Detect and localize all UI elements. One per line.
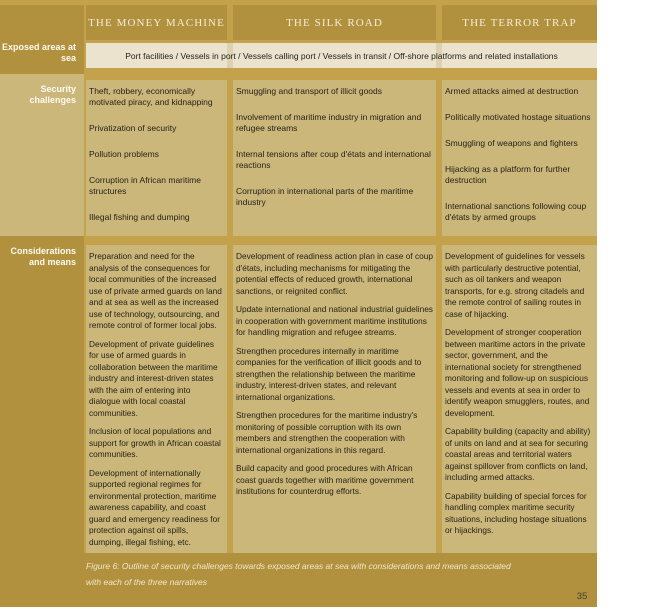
considerations-cell-terror-trap	[442, 245, 597, 553]
security-item: Pollution problems	[89, 149, 159, 159]
security-item: Hijacking as a platform for further destruction	[445, 164, 571, 185]
consideration-item: Strengthen procedures internally in maritime companies for the verification of illicit goods and to strengthen the relationship between the maritime industry, interest-driven states, and relevant international organizations.	[236, 345, 422, 402]
consideration-item: Development of private guidelines for use of armed guards in collaboration between the maritime industry and interest-driven states with the aim of entering into dialogue with local coastal communities.	[89, 338, 218, 418]
exposed-areas-value: Port facilities / Vessels in port / Vessels calling port / Vessels in transit / Off-shore platforms and related installations	[125, 51, 558, 61]
security-item: Theft, robbery, economically motivated piracy, and kidnapping	[89, 86, 213, 107]
consideration-item: Capability building of special forces for handling complex maritime security situations, including hostage situations or hijackings.	[445, 490, 587, 535]
consideration-item: Preparation and need for the analysis of the consequences for local communities of the increased use of private armed guards on land and at sea as well as the increased use of technology, outsourcing, and remote control of former local jobs.	[89, 251, 222, 330]
security-item: Corruption in African maritime structures	[89, 175, 201, 196]
column-header-money-machine: THE MONEY MACHINE	[86, 5, 227, 40]
consideration-item: Capability building (capacity and ability) of units on land and at sea for securing coastal areas and territorial waters against spillover from conflicts on land, including armed attacks.	[445, 426, 591, 482]
security-item: International sanctions following coup d'états by armed groups	[445, 201, 587, 222]
security-item: Illegal fishing and dumping	[89, 212, 190, 222]
exposed-areas-cell	[86, 43, 597, 68]
column-header-silk-road: THE SILK ROAD	[233, 5, 436, 40]
security-cell-silk-road	[233, 80, 436, 236]
page-number: 35	[576, 591, 588, 602]
figure-caption-line1: Figure 6: Outline of security challenges towards exposed areas at sea with considerations and means associated	[86, 561, 511, 571]
consideration-item: Inclusion of local populations and support for growth in African coastal communities.	[89, 426, 221, 459]
consideration-item: Development of readiness action plan in case of coup d'états, including mechanisms for mitigating the potential effects of reduced growth, international sanctions, or reignited conflict.	[236, 251, 433, 296]
column-header-terror-trap: THE TERROR TRAP	[442, 5, 597, 40]
row-label-security-challenges: Security challenges	[29, 84, 76, 105]
consideration-item: Development of internationally supported regional regimes for environmental protection, maritime awareness capability, and coast guard and emergency readiness for protection against oil spills, dumping, illegal fishing, etc.	[89, 467, 220, 547]
security-cell-terror-trap	[442, 80, 597, 236]
consideration-item: Strengthen procedures for the maritime industry's monitoring of possible corruption with its own members and strengthen the cooperation with international organizations in this regard.	[236, 410, 418, 455]
row-label-block-considerations	[0, 236, 84, 607]
security-item: Armed attacks aimed at destruction	[445, 86, 579, 96]
row-label-considerations-means: Considerations and means	[10, 246, 76, 267]
consideration-item: Development of guidelines for vessels with particularly destructive potential, such as oil tankers and weapon transports, for e.g. strong citadels and the remote control of sailing routes in case of hijacking.	[445, 251, 585, 319]
row-label-exposed-areas: Exposed areas at sea	[1, 42, 76, 63]
consideration-item: Development of stronger cooperation between maritime actors in the private sector, government, and the international society for strengthened monitoring and follow-up on suspicious vessels and events at sea in order to identify weapon smugglers, routes, and development.	[445, 327, 590, 418]
security-item: Internal tensions after coup d'états and international reactions	[236, 149, 431, 170]
security-item: Involvement of maritime industry in migration and refugee streams	[236, 112, 422, 133]
security-item: Smuggling and transport of illicit goods	[236, 86, 382, 96]
consideration-item: Update international and national industrial guidelines in cooperation with government maritime institutions for handling migration and refugee streams.	[236, 304, 433, 337]
security-item: Politically motivated hostage situations	[445, 112, 591, 122]
figure-caption-line2: with each of the three narratives	[86, 577, 207, 587]
consideration-item: Build capacity and good procedures with African coast guards together with maritime government institutions for counterdrug efforts.	[236, 463, 414, 496]
security-item: Corruption in international parts of the maritime industry	[236, 186, 414, 207]
security-item: Smuggling of weapons and fighters	[445, 138, 578, 148]
security-cell-money-machine	[86, 80, 227, 236]
considerations-cell-silk-road	[233, 245, 436, 553]
security-item: Privatization of security	[89, 123, 177, 133]
considerations-cell-money-machine	[86, 245, 227, 553]
